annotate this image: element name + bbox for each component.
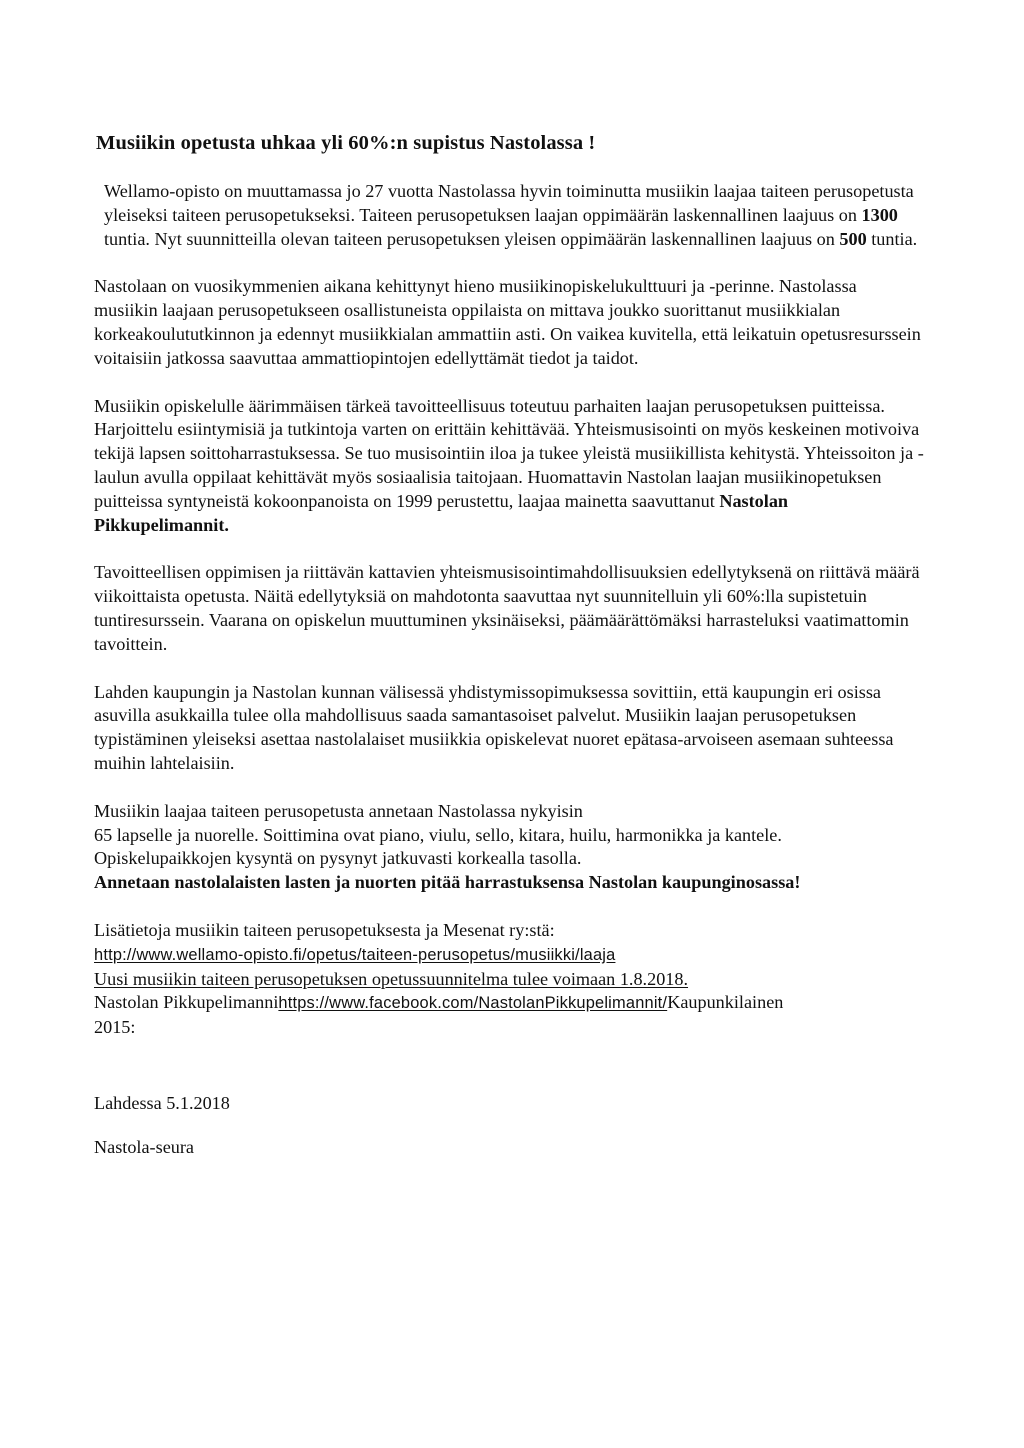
paragraph-1-bold-500: 500 xyxy=(839,228,867,249)
info-line-3 xyxy=(94,991,924,1016)
paragraph-5: Lahden kaupungin ja Nastolan kunnan välisessä yhdistymissopimuksessa sovittiin, että kaupungin eri osissa asuvilla asukkailla tulee olla mahdollisuus saada samantasoiset palvelut. Musiikin laajan perusopetuksen typistäminen yleiseksi asettaa nastolalaiset musiikkia opiskelevat nuoret epätasa-arvoiseen asemaan suhteessa muihin lahtelaisiin. xyxy=(94,681,894,773)
signature-place-date: Lahdessa 5.1.2018 xyxy=(94,1092,230,1113)
paragraph-1-text-a: Wellamo-opisto on muuttamassa jo 27 vuotta Nastolassa hyvin toiminutta musiikin laajaa taiteen perusopetusta yleiseksi taiteen perusopetukseksi. Taiteen perusopetuksen laajan oppimäärän laskennallinen laajuus on xyxy=(104,181,914,225)
paragraph-6-line-3: Opiskelupaikkojen kysyntä on pysynyt jatkuvasti korkealla tasolla. xyxy=(94,848,582,869)
paragraph-4: Tavoitteellisen oppimisen ja riittävän kattavien yhteismusisointimahdollisuuksien edellytyksenä on riittävä määrä viikoittaista opetusta. Näitä edellytyksiä on mahdotonta saavuttaa nyt suunnitelluin yli 60%:lla supistetuin tuntiresurssein. Vaarana on opiskelun muuttuminen yksinäiseksi, päämäärättömäksi harrasteluksi vaatimattomin tavoittein. xyxy=(94,562,920,654)
paragraph-3-bold-ensemble: Nastolan Pikkupelimannit. xyxy=(94,490,789,535)
info-line-3-suffix: Kaupunkilainen xyxy=(667,992,784,1013)
info-block xyxy=(94,919,924,1040)
paragraph-6-line-2: 65 lapselle ja nuorelle. Soittimina ovat piano, viulu, sello, kitara, huilu, harmonikka ja kantele. xyxy=(94,824,782,845)
paragraph-6-bold-appeal: Annetaan nastolalaisten lasten ja nuorten pitää harrastuksensa Nastolan kaupunginosassa! xyxy=(94,872,801,893)
page-title: Musiikin opetusta uhkaa yli 60%:n supistus Nastolassa ! xyxy=(96,132,596,154)
document-page xyxy=(94,130,924,1160)
paragraph-1 xyxy=(94,180,924,251)
paragraph-1-text-e: tuntia. xyxy=(866,228,918,249)
info-heading: Lisätietoja musiikin taiteen perusopetuksesta ja Mesenat ry:stä: xyxy=(94,919,555,940)
info-line-4: 2015: xyxy=(94,1017,136,1038)
paragraph-3-text: Musiikin opiskelulle äärimmäisen tärkeä tavoitteellisuus toteutuu parhaiten laajan perusopetuksen puitteissa. Harjoittelu esiintymisiä ja tutkintoja varten on erittäin kehittävää. Yhteismusisointi on myös keskeinen motivoiva tekijä lapsen soittoharrastuksessa. Se tuo musisointiin iloa ja tukee yleistä musiikillista kehitystä. Yhteissoiton ja -laulun avulla oppilaat kehittävät myös sosiaalisia taitojaan. Huomattavin Nastolan laajan musiikinopetuksen puitteissa syntyneistä kokoonpanoista on 1999 perustettu, laajaa mainetta saavuttanut xyxy=(94,395,924,511)
wellamo-link[interactable]: http://www.wellamo-opisto.fi/opetus/taiteen-perusopetus/musiikki/laaja xyxy=(94,945,616,964)
paragraph-2: Nastolaan on vuosikymmenien aikana kehittynyt hieno musiikinopiskelukulttuuri ja -perinne. Nastolassa musiikin laajaan perusopetukseen osallistuneista oppilaista on mittava joukko suorittanut musiikkialan korkeakoulututkinnon ja edennyt musiikkialan ammattiin asti. On vaikea kuvitella, että leikatuin opetusresurssein voitaisiin jatkossa saavuttaa ammattiopintojen edellyttämät tiedot ja taidot. xyxy=(94,276,921,368)
paragraph-1-text-c: tuntia. Nyt suunnitteilla olevan taiteen perusopetuksen yleisen oppimäärän laskennallinen laajuus on xyxy=(104,228,840,249)
facebook-link[interactable]: https://www.facebook.com/NastolanPikkupelimannit/ xyxy=(278,994,668,1013)
info-line-3-prefix: Nastolan Pikkupelimanni xyxy=(94,992,279,1013)
paragraph-6 xyxy=(94,800,924,895)
signature-organization: Nastola-seura xyxy=(94,1136,194,1157)
paragraph-6-line-1: Musiikin laajaa taiteen perusopetusta annetaan Nastolassa nykyisin xyxy=(94,800,583,821)
paragraph-1-bold-1300: 1300 xyxy=(861,204,898,225)
curriculum-link[interactable]: Uusi musiikin taiteen perusopetuksen opetussuunnitelma tulee voimaan 1.8.2018. xyxy=(94,968,689,989)
paragraph-3 xyxy=(94,395,924,538)
